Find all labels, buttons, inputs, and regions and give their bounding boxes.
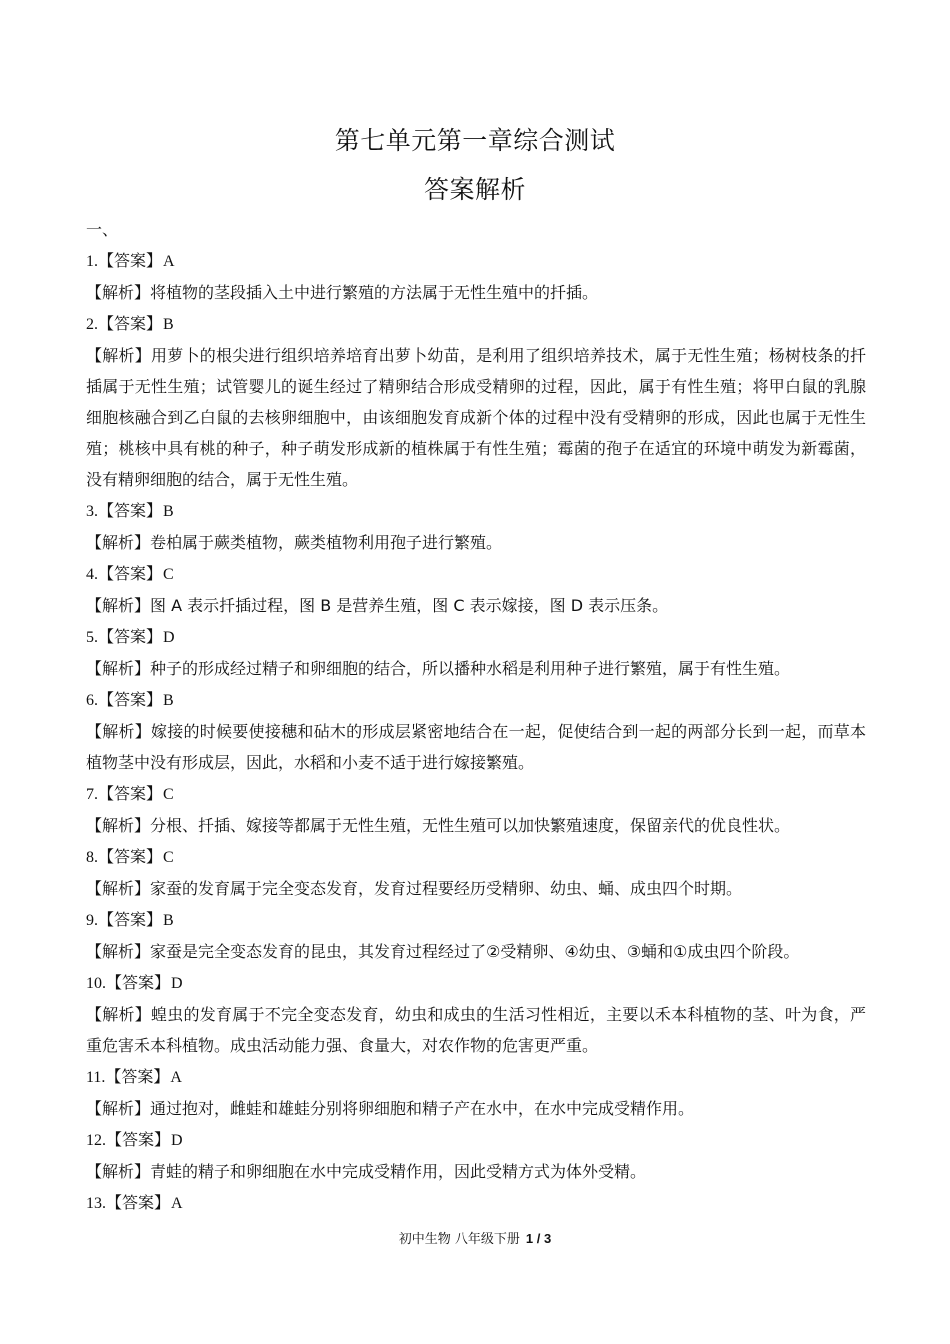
explanation-tag: 【解析】	[86, 1005, 152, 1024]
explanation-tag: 【解析】	[86, 659, 151, 678]
explanation-text: 将植物的茎段插入土中进行繁殖的方法属于无性生殖中的扦插。	[150, 283, 599, 302]
question-number: 5.	[86, 629, 98, 646]
question-number: 11.	[86, 1069, 106, 1086]
answer-tag: 【答案】	[98, 910, 163, 929]
answer-line	[86, 621, 866, 653]
answer-choice: A	[170, 1069, 182, 1086]
question-number: 4.	[86, 566, 98, 583]
answer-choice: B	[163, 503, 174, 520]
answer-tag: 【答案】	[98, 314, 163, 333]
explanation-tag: 【解析】	[86, 722, 152, 741]
question-number: 1.	[86, 253, 98, 270]
explanation-tag: 【解析】	[86, 1099, 151, 1118]
explanation-text: 卷柏属于蕨类植物，蕨类植物利用孢子进行繁殖。	[150, 533, 503, 552]
explanation-text: 青蛙的精子和卵细胞在水中完成受精作用，因此受精方式为体外受精。	[150, 1162, 647, 1181]
explanation-text: 嫁接的时候要使接穗和砧木的形成层紧密地结合在一起，促使结合到一起的两部分长到一起，而草本植物茎中没有形成层，因此，水稻和小麦不适于进行嫁接繁殖。	[86, 722, 866, 772]
answer-choice: D	[163, 629, 175, 646]
question-number: 7.	[86, 786, 98, 803]
answer-choice: D	[171, 975, 183, 992]
explanation-tag: 【解析】	[86, 816, 151, 835]
answer-line	[86, 1124, 866, 1156]
answer-tag: 【答案】	[98, 847, 163, 866]
answer-line	[86, 684, 866, 716]
explanation-line	[86, 936, 866, 967]
explanation-line	[86, 590, 866, 621]
explanation-tag: 【解析】	[86, 879, 151, 898]
footer-text: 初中生物 八年级下册	[398, 1232, 520, 1247]
answer-choice: D	[171, 1132, 183, 1149]
answer-choice: B	[163, 692, 174, 709]
answer-line	[86, 841, 866, 873]
answer-tag: 【答案】	[106, 1193, 171, 1212]
explanation-line	[86, 340, 866, 495]
answer-line	[86, 495, 866, 527]
explanation-line	[86, 810, 866, 841]
question-number: 2.	[86, 316, 98, 333]
answer-choice: C	[163, 786, 174, 803]
explanation-text: 用萝卜的根尖进行组织培养培育出萝卜幼苗，是利用了组织培养技术，属于无性生殖；杨树枝条的扦插属于无性生殖；试管婴儿的诞生经过了精卵结合形成受精卵的过程，因此，属于有性生殖；将甲白鼠的乳腺细胞核融合到乙白鼠的去核卵细胞中，由该细胞发育成新个体的过程中没有受精卵的形成，因此也属于无性生殖；桃核中具有桃的种子，种子萌发形成新的植株属于有性生殖；霉菌的孢子在适宜的环境中萌发为新霉菌，没有精卵细胞的结合，属于无性生殖。	[86, 346, 866, 489]
answer-tag: 【答案】	[98, 251, 163, 270]
explanation-line	[86, 527, 866, 558]
question-number: 9.	[86, 912, 98, 929]
answer-choice: C	[163, 566, 174, 583]
explanation-line	[86, 999, 866, 1061]
answer-line	[86, 778, 866, 810]
explanation-line	[86, 277, 866, 308]
answer-tag: 【答案】	[98, 690, 163, 709]
explanation-text: 分根、扦插、嫁接等都属于无性生殖，无性生殖可以加快繁殖速度，保留亲代的优良性状。	[150, 816, 791, 835]
explanation-tag: 【解析】	[86, 1162, 151, 1181]
explanation-tag: 【解析】	[86, 942, 151, 961]
explanation-line	[86, 873, 866, 904]
explanation-text: 种子的形成经过精子和卵细胞的结合，所以播种水稻是利用种子进行繁殖，属于有性生殖。	[150, 659, 791, 678]
answer-line	[86, 1061, 866, 1093]
question-number: 6.	[86, 692, 98, 709]
explanation-tag: 【解析】	[86, 533, 151, 552]
page-footer	[0, 1228, 950, 1247]
answer-choice: B	[163, 912, 174, 929]
answer-line	[86, 904, 866, 936]
explanation-tag: 【解析】	[86, 283, 151, 302]
answer-choice: A	[163, 253, 175, 270]
answer-tag: 【答案】	[106, 973, 171, 992]
answer-line	[86, 967, 866, 999]
explanation-line	[86, 653, 866, 684]
answer-tag: 【答案】	[105, 1067, 170, 1086]
question-number: 13.	[86, 1195, 106, 1212]
page-number: 1 / 3	[525, 1231, 552, 1246]
document-title: 第七单元第一章综合测试	[334, 126, 616, 155]
explanation-text: 图 A 表示扦插过程，图 B 是营养生殖，图 C 表示嫁接，图 D 表示压条。	[150, 596, 669, 615]
answer-tag: 【答案】	[98, 627, 163, 646]
explanation-text: 家蚕是完全变态发育的昆虫，其发育过程经过了②受精卵、④幼虫、③蛹和①成虫四个阶段。	[150, 942, 800, 961]
question-number: 3.	[86, 503, 98, 520]
answer-tag: 【答案】	[98, 501, 163, 520]
answer-tag: 【答案】	[98, 784, 163, 803]
question-number: 12.	[86, 1132, 106, 1149]
answer-choice: B	[163, 316, 174, 333]
explanation-text: 通过抱对，雌蛙和雄蛙分别将卵细胞和精子产在水中，在水中完成受精作用。	[150, 1099, 695, 1118]
answer-list	[86, 214, 866, 1219]
explanation-line	[86, 1093, 866, 1124]
explanation-text: 家蚕的发育属于完全变态发育，发育过程要经历受精卵、幼虫、蛹、成虫四个时期。	[150, 879, 743, 898]
explanation-line	[86, 1156, 866, 1187]
explanation-tag: 【解析】	[86, 346, 152, 365]
answer-tag: 【答案】	[98, 564, 163, 583]
answer-tag: 【答案】	[106, 1130, 171, 1149]
document-subtitle: 答案解析	[423, 175, 526, 204]
answer-line	[86, 558, 866, 590]
answer-line	[86, 245, 866, 277]
answer-line	[86, 1187, 866, 1219]
answer-line	[86, 308, 866, 340]
question-number: 10.	[86, 975, 106, 992]
explanation-text: 蝗虫的发育属于不完全变态发育，幼虫和成虫的生活习性相近，主要以禾本科植物的茎、叶为食，严重危害禾本科植物。成虫活动能力强、食量大，对农作物的危害更严重。	[86, 1005, 866, 1055]
explanation-tag: 【解析】	[86, 596, 151, 615]
answer-choice: C	[163, 849, 174, 866]
answer-choice: A	[171, 1195, 183, 1212]
explanation-line	[86, 716, 866, 778]
section-label: 一、	[86, 220, 119, 239]
question-number: 8.	[86, 849, 98, 866]
